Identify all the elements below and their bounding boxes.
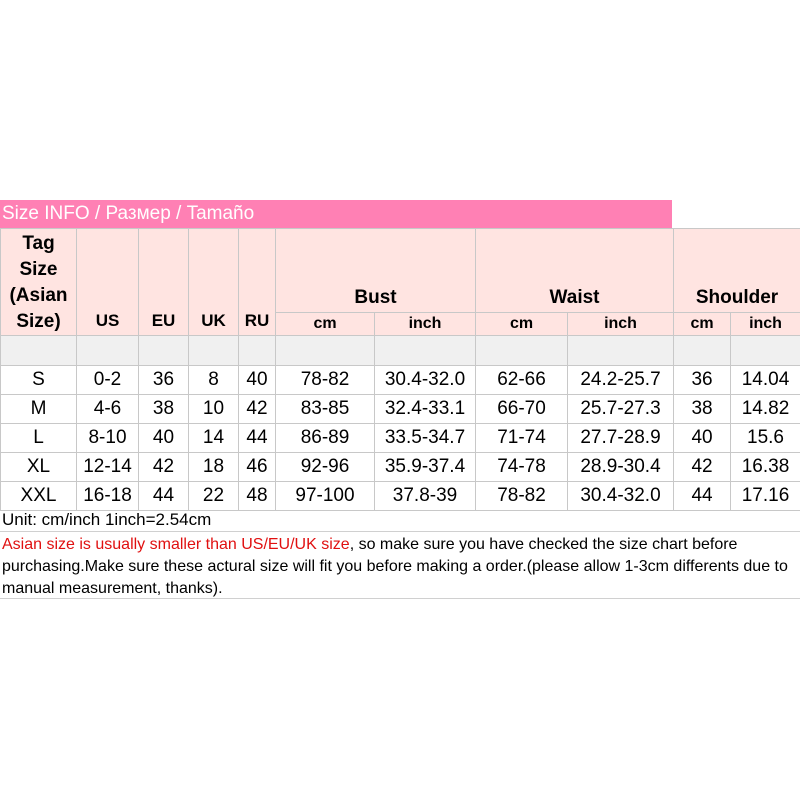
header-ru: RU [239, 229, 276, 336]
cell-shoulder-cm: 36 [674, 366, 731, 395]
cell-waist-cm: 66-70 [476, 395, 568, 424]
table-row [1, 366, 800, 395]
cell-waist-inch: 30.4-32.0 [568, 482, 674, 511]
cell-bust-cm: 83-85 [276, 395, 375, 424]
cell-shoulder-inch: 17.16 [731, 482, 800, 511]
cell-eu: 36 [139, 366, 189, 395]
cell-waist-inch: 24.2-25.7 [568, 366, 674, 395]
cell-waist-cm: 74-78 [476, 453, 568, 482]
unit-note: Unit: cm/inch 1inch=2.54cm [2, 510, 212, 529]
cell-waist-cm: 71-74 [476, 424, 568, 453]
cell-us: 0-2 [77, 366, 139, 395]
cell-tag-size: XL [1, 453, 77, 482]
cell-waist-cm: 78-82 [476, 482, 568, 511]
header-tag-size: Tag Size (Asian Size) [1, 229, 77, 336]
table-row [1, 424, 800, 453]
cell-shoulder-cm: 38 [674, 395, 731, 424]
cell-eu: 38 [139, 395, 189, 424]
cell-shoulder-cm: 44 [674, 482, 731, 511]
cell-shoulder-inch: 14.04 [731, 366, 800, 395]
cell-uk: 8 [189, 366, 239, 395]
header-waist-inch: inch [568, 313, 674, 336]
spacer-row [1, 336, 800, 366]
cell-ru: 44 [239, 424, 276, 453]
header-shoulder-inch: inch [731, 313, 800, 336]
header-eu: EU [139, 229, 189, 336]
cell-eu: 42 [139, 453, 189, 482]
cell-bust-cm: 97-100 [276, 482, 375, 511]
cell-bust-inch: 32.4-33.1 [375, 395, 476, 424]
header-bust-inch: inch [375, 313, 476, 336]
table-row [1, 395, 800, 424]
header-shoulder: Shoulder [674, 229, 800, 313]
cell-waist-inch: 27.7-28.9 [568, 424, 674, 453]
size-disclaimer [0, 531, 800, 599]
cell-us: 8-10 [77, 424, 139, 453]
header-bust: Bust [276, 229, 476, 313]
cell-bust-cm: 86-89 [276, 424, 375, 453]
cell-eu: 40 [139, 424, 189, 453]
cell-uk: 18 [189, 453, 239, 482]
header-waist-cm: cm [476, 313, 568, 336]
size-disclaimer-text: , so make sure you have checked the size chart before purchasing.Make sure these actural size will fit you before making a order.(please allow 1-3cm differents due to manual measurement, thanks). [2, 536, 788, 597]
size-warning-text: Asian size is usually smaller than US/EU/UK size [2, 536, 350, 553]
cell-ru: 40 [239, 366, 276, 395]
cell-bust-inch: 33.5-34.7 [375, 424, 476, 453]
cell-bust-inch: 37.8-39 [375, 482, 476, 511]
cell-uk: 14 [189, 424, 239, 453]
cell-ru: 48 [239, 482, 276, 511]
cell-bust-cm: 92-96 [276, 453, 375, 482]
cell-shoulder-cm: 42 [674, 453, 731, 482]
cell-tag-size: XXL [1, 482, 77, 511]
cell-bust-inch: 35.9-37.4 [375, 453, 476, 482]
cell-tag-size: S [1, 366, 77, 395]
cell-uk: 10 [189, 395, 239, 424]
cell-waist-cm: 62-66 [476, 366, 568, 395]
cell-bust-inch: 30.4-32.0 [375, 366, 476, 395]
cell-tag-size: M [1, 395, 77, 424]
header-waist: Waist [476, 229, 674, 313]
header-us: US [77, 229, 139, 336]
cell-waist-inch: 25.7-27.3 [568, 395, 674, 424]
cell-waist-inch: 28.9-30.4 [568, 453, 674, 482]
header-bust-cm: cm [276, 313, 375, 336]
cell-us: 4-6 [77, 395, 139, 424]
cell-shoulder-inch: 16.38 [731, 453, 800, 482]
cell-us: 12-14 [77, 453, 139, 482]
cell-bust-cm: 78-82 [276, 366, 375, 395]
table-row [1, 482, 800, 511]
cell-tag-size: L [1, 424, 77, 453]
size-chart-table [0, 228, 800, 511]
cell-shoulder-inch: 14.82 [731, 395, 800, 424]
cell-eu: 44 [139, 482, 189, 511]
cell-ru: 42 [239, 395, 276, 424]
size-info-title: Size INFO / Размер / Tamaño [0, 200, 672, 228]
cell-shoulder-inch: 15.6 [731, 424, 800, 453]
cell-shoulder-cm: 40 [674, 424, 731, 453]
header-shoulder-cm: cm [674, 313, 731, 336]
cell-us: 16-18 [77, 482, 139, 511]
table-row [1, 453, 800, 482]
cell-ru: 46 [239, 453, 276, 482]
header-uk: UK [189, 229, 239, 336]
cell-uk: 22 [189, 482, 239, 511]
